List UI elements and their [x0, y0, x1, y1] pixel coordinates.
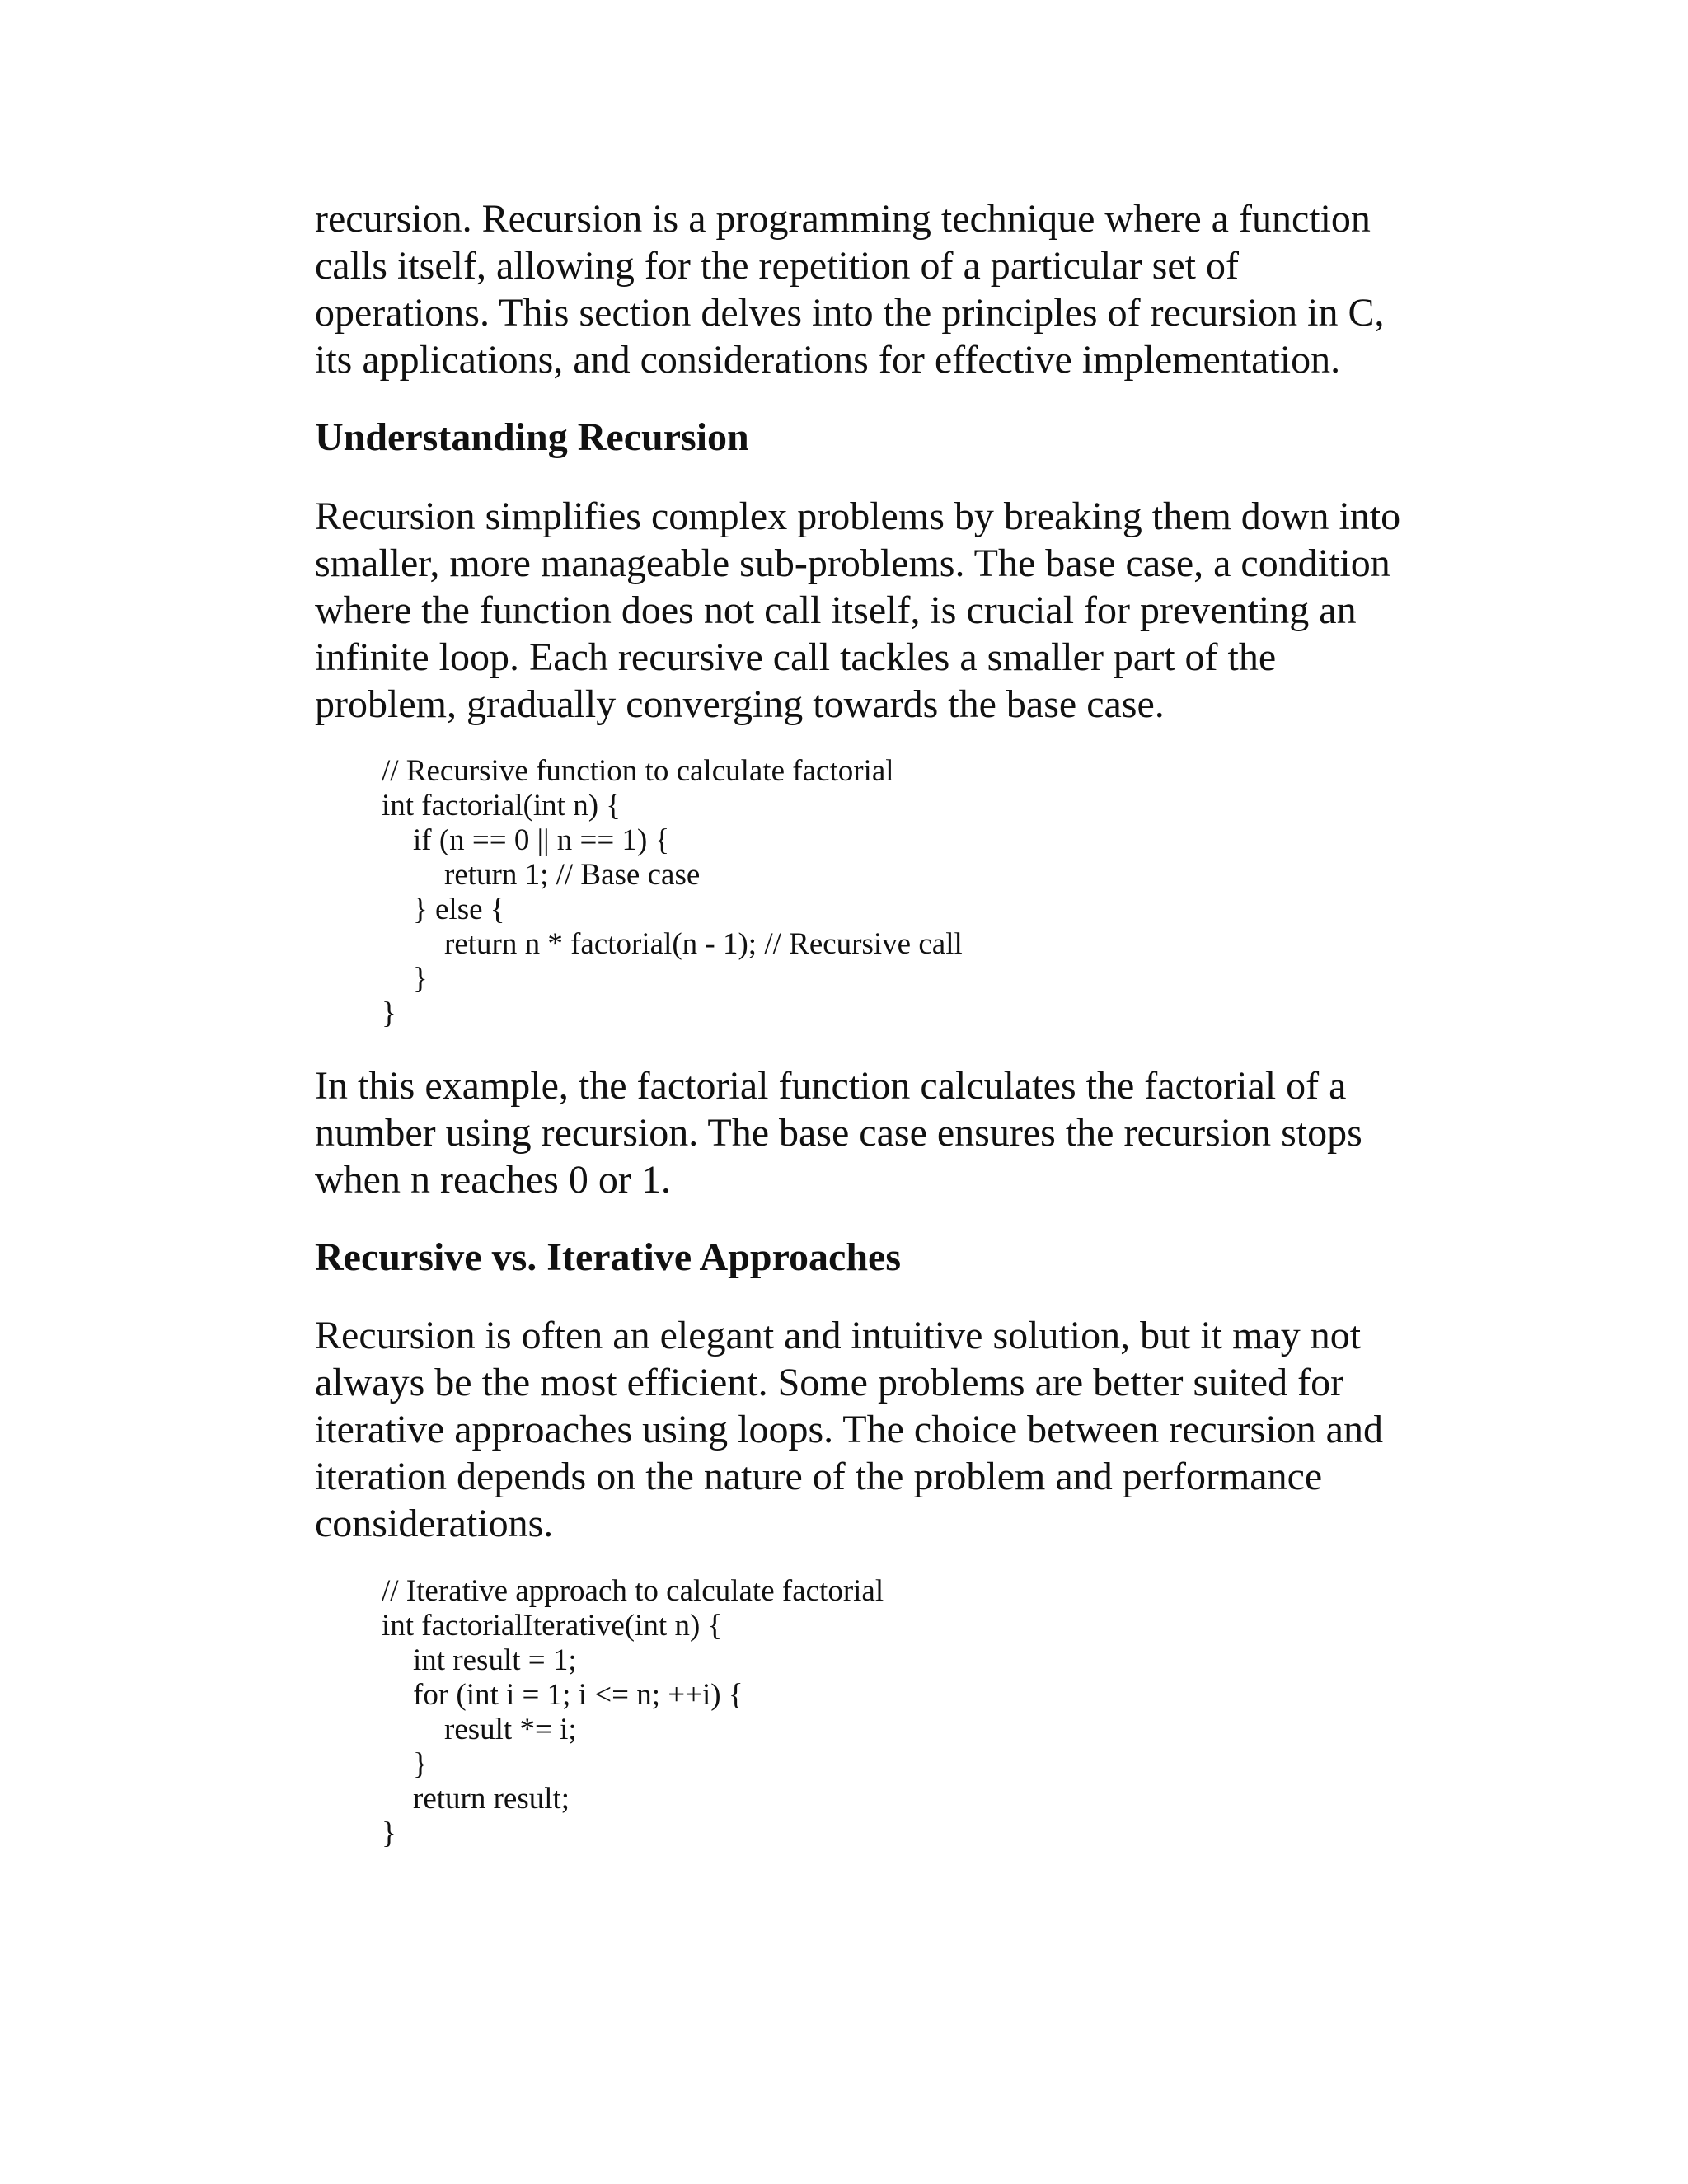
code-line: int factorial(int n) { [382, 789, 621, 823]
code-line: int result = 1; [413, 1643, 577, 1677]
text-line: infinite loop. Each recursive call tackles a smaller part of the [315, 635, 1277, 679]
text-line: where the function does not call itself, is crucial for preventing an [315, 588, 1357, 632]
text-line: when n reaches 0 or 1. [315, 1158, 671, 1202]
code-line: return n * factorial(n - 1); // Recursive call [444, 927, 963, 961]
text-line: Recursion simplifies complex problems by breaking them down into [315, 494, 1401, 538]
code-block-recursive-factorial [382, 754, 963, 1031]
text-line: smaller, more manageable sub-problems. The base case, a condition [315, 541, 1390, 585]
code-line: } [413, 962, 428, 996]
section2-paragraph [315, 1312, 1469, 1547]
code-line: return 1; // Base case [444, 858, 701, 892]
code-line: int factorialIterative(int n) { [382, 1609, 723, 1643]
text-line: operations. This section delves into the principles of recursion in C, [315, 291, 1385, 335]
code-line: // Iterative approach to calculate factorial [382, 1574, 884, 1608]
text-line: iteration depends on the nature of the problem and performance [315, 1455, 1323, 1498]
section-heading-understanding-recursion: Understanding Recursion [315, 415, 749, 459]
text-line: calls itself, allowing for the repetition of a particular set of [315, 244, 1239, 288]
text-line: considerations. [315, 1502, 554, 1545]
code-block-iterative-factorial [382, 1574, 884, 1851]
section-heading-recursive-vs-iterative: Recursive vs. Iterative Approaches [315, 1235, 901, 1279]
text-line: recursion. Recursion is a programming technique where a function [315, 197, 1371, 241]
code-line: } [413, 1747, 428, 1781]
text-line: problem, gradually converging towards the base case. [315, 682, 1165, 726]
code-line: } [382, 996, 396, 1030]
text-line: its applications, and considerations for effective implementation. [315, 338, 1341, 382]
text-line: In this example, the factorial function calculates the factorial of a [315, 1064, 1347, 1108]
code-line: } else { [413, 893, 505, 926]
code-line: result *= i; [444, 1713, 577, 1746]
code-line: return result; [413, 1782, 570, 1816]
text-line: always be the most efficient. Some problems are better suited for [315, 1361, 1344, 1404]
code-line: // Recursive function to calculate factorial [382, 754, 894, 788]
intro-paragraph [315, 195, 1469, 383]
text-line: number using recursion. The base case ensures the recursion stops [315, 1111, 1362, 1155]
code-line: for (int i = 1; i <= n; ++i) { [413, 1678, 743, 1712]
text-line: Recursion is often an elegant and intuitive solution, but it may not [315, 1314, 1362, 1357]
section1-explanation-paragraph [315, 1062, 1469, 1203]
text-line: iterative approaches using loops. The choice between recursion and [315, 1408, 1383, 1451]
section1-paragraph [315, 493, 1469, 728]
code-line: } [382, 1816, 396, 1850]
code-line: if (n == 0 || n == 1) { [413, 823, 670, 857]
